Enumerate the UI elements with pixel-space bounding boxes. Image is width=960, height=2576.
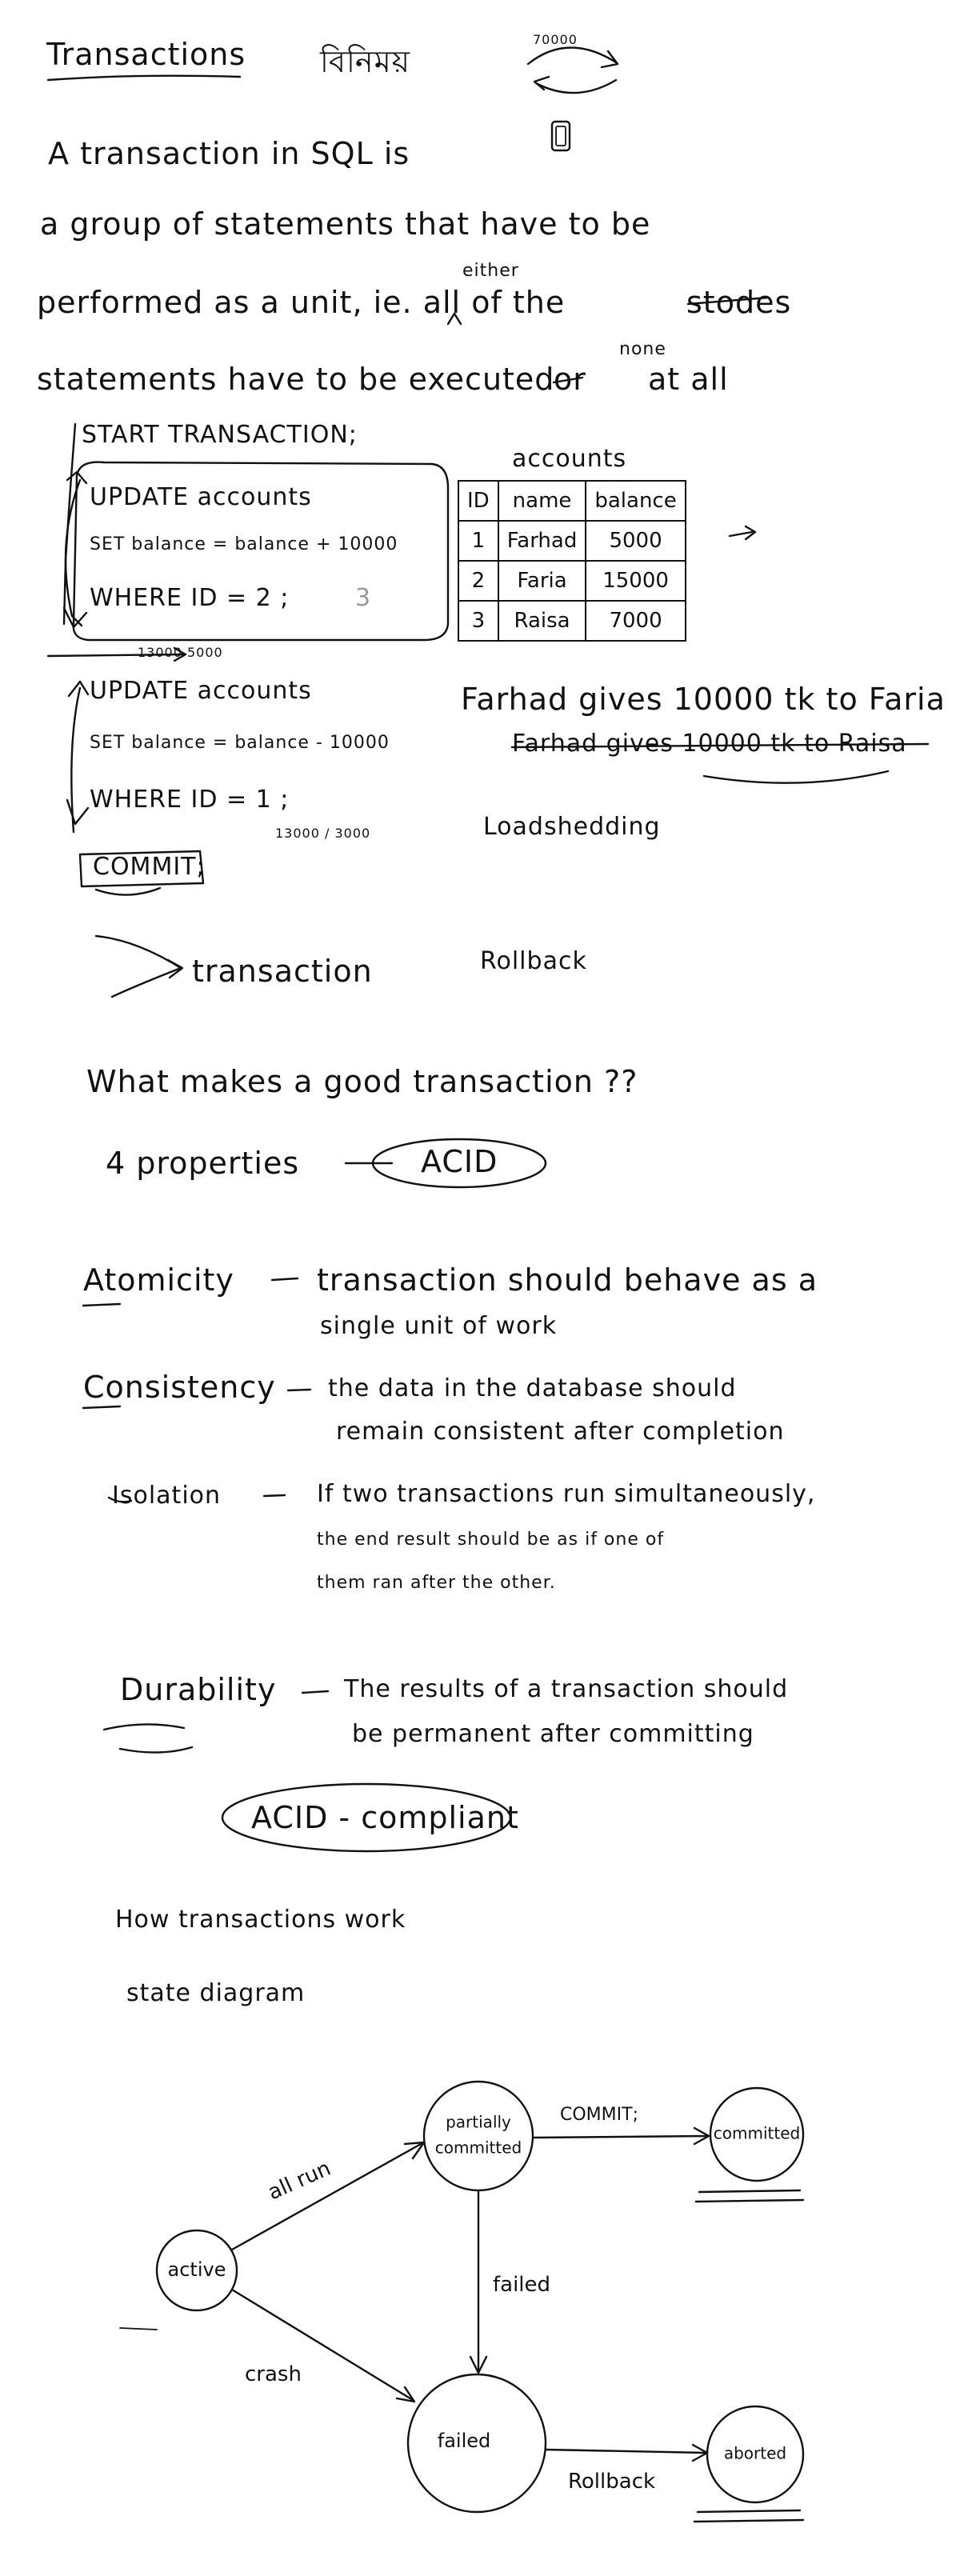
atomicity-def-2: single unit of work bbox=[320, 1312, 558, 1340]
rollback-label: Rollback bbox=[480, 947, 587, 975]
sql-set-2: SET balance = balance - 10000 bbox=[90, 733, 390, 753]
acid-question: What makes a good transaction ?? bbox=[86, 1064, 638, 1099]
transaction-label: transaction bbox=[192, 954, 373, 989]
sql-set-1: SET balance = balance + 10000 bbox=[90, 534, 398, 554]
atomicity-def-1: transaction should behave as a bbox=[317, 1262, 818, 1298]
sql-commit: COMMIT; bbox=[93, 853, 206, 881]
node-partial-label-2: committed bbox=[434, 2138, 522, 2158]
consistency-def-2: remain consistent after completion bbox=[336, 1418, 785, 1446]
cell-balance: 15000 bbox=[586, 561, 685, 601]
edge-all-run bbox=[232, 2144, 421, 2250]
loadshedding-label: Loadshedding bbox=[483, 813, 661, 841]
sql-note-1: 13000 5000 bbox=[138, 645, 223, 660]
sql-where-1: WHERE ID = 2 ; bbox=[90, 584, 290, 612]
sql-where-1-alt: 3 bbox=[355, 584, 372, 612]
howto-line-2: state diagram bbox=[126, 1979, 306, 2007]
table-row bbox=[458, 601, 686, 641]
definition-none: none bbox=[619, 339, 666, 359]
sql-update-2: UPDATE accounts bbox=[90, 677, 312, 705]
acid-properties: 4 properties bbox=[106, 1146, 300, 1181]
edge-failed-label: failed bbox=[493, 2273, 551, 2297]
edge-rollback bbox=[546, 2450, 706, 2453]
accounts-table bbox=[458, 480, 686, 642]
table-row bbox=[458, 521, 686, 561]
definition-line-2: a group of statements that have to be bbox=[40, 206, 651, 242]
column-header-id: ID bbox=[458, 481, 498, 521]
definition-struck-or: or bbox=[554, 362, 586, 397]
edge-all-run-label: all run bbox=[264, 2156, 335, 2206]
node-partial-label-1: partially bbox=[446, 2112, 511, 2132]
cell-id: 2 bbox=[458, 561, 498, 601]
isolation-def-3: them ran after the other. bbox=[317, 1573, 556, 1593]
sql-start-transaction: START TRANSACTION; bbox=[82, 421, 358, 449]
sql-update-1: UPDATE accounts bbox=[90, 483, 312, 511]
bengali-word: বিনিময় bbox=[320, 44, 411, 79]
cell-id: 3 bbox=[458, 601, 498, 641]
node-committed-label: committed bbox=[713, 2123, 801, 2143]
cell-name: Farhad bbox=[498, 521, 586, 561]
column-header-balance: balance bbox=[586, 481, 685, 521]
acid-label: ACID bbox=[421, 1144, 498, 1179]
node-partially-committed bbox=[424, 2082, 533, 2190]
edge-crash-label: crash bbox=[245, 2362, 302, 2386]
acid-compliant-label: ACID - compliant bbox=[251, 1800, 519, 1835]
accounts-title: accounts bbox=[512, 445, 627, 473]
durability-term: Durability bbox=[120, 1672, 277, 1707]
table-header-row bbox=[458, 481, 686, 521]
definition-line-3: performed as a unit, ie. all of the bbox=[37, 285, 566, 320]
cell-balance: 5000 bbox=[586, 521, 685, 561]
isolation-def-1: If two transactions run simultaneously, bbox=[317, 1480, 816, 1508]
top-number: 70000 bbox=[533, 32, 578, 47]
sql-where-2: WHERE ID = 1 ; bbox=[90, 786, 290, 814]
definition-either: either bbox=[462, 261, 519, 281]
definition-line-4-end: at all bbox=[648, 362, 729, 397]
page-title: Transactions bbox=[46, 37, 246, 72]
node-failed-label: failed bbox=[437, 2430, 491, 2452]
cell-id: 1 bbox=[458, 521, 498, 561]
note-farhad-raisa-struck: Farhad gives 10000 tk to Raisa bbox=[512, 730, 907, 758]
edge-commit-label: COMMIT; bbox=[560, 2105, 638, 2125]
sql-note-2: 13000 / 3000 bbox=[275, 826, 371, 841]
node-active-label: active bbox=[167, 2258, 226, 2281]
edge-rollback-label: Rollback bbox=[568, 2470, 656, 2494]
isolation-term: Isolation bbox=[112, 1482, 222, 1510]
cell-balance: 7000 bbox=[586, 601, 685, 641]
definition-struck-word: stodes bbox=[686, 285, 792, 320]
state-diagram bbox=[120, 2082, 803, 2522]
consistency-def-1: the data in the database should bbox=[328, 1374, 737, 1402]
definition-line-4: statements have to be executed bbox=[37, 362, 555, 397]
note-farhad-faria: Farhad gives 10000 tk to Faria bbox=[461, 682, 946, 717]
table-row bbox=[458, 561, 686, 601]
howto-line-1: How transactions work bbox=[115, 1906, 406, 1934]
node-aborted-label: aborted bbox=[723, 2443, 787, 2463]
cell-name: Raisa bbox=[498, 601, 586, 641]
definition-line-1: A transaction in SQL is bbox=[48, 136, 410, 171]
column-header-name: name bbox=[498, 481, 586, 521]
cell-name: Faria bbox=[498, 561, 586, 601]
durability-def-1: The results of a transaction should bbox=[344, 1675, 789, 1703]
curve-arrow-top-icon bbox=[528, 47, 616, 64]
durability-def-2: be permanent after committing bbox=[352, 1720, 754, 1748]
edge-commit bbox=[534, 2136, 707, 2138]
atomicity-term: Atomicity bbox=[83, 1262, 234, 1298]
consistency-term: Consistency bbox=[83, 1370, 276, 1405]
isolation-def-2: the end result should be as if one of bbox=[317, 1530, 665, 1550]
